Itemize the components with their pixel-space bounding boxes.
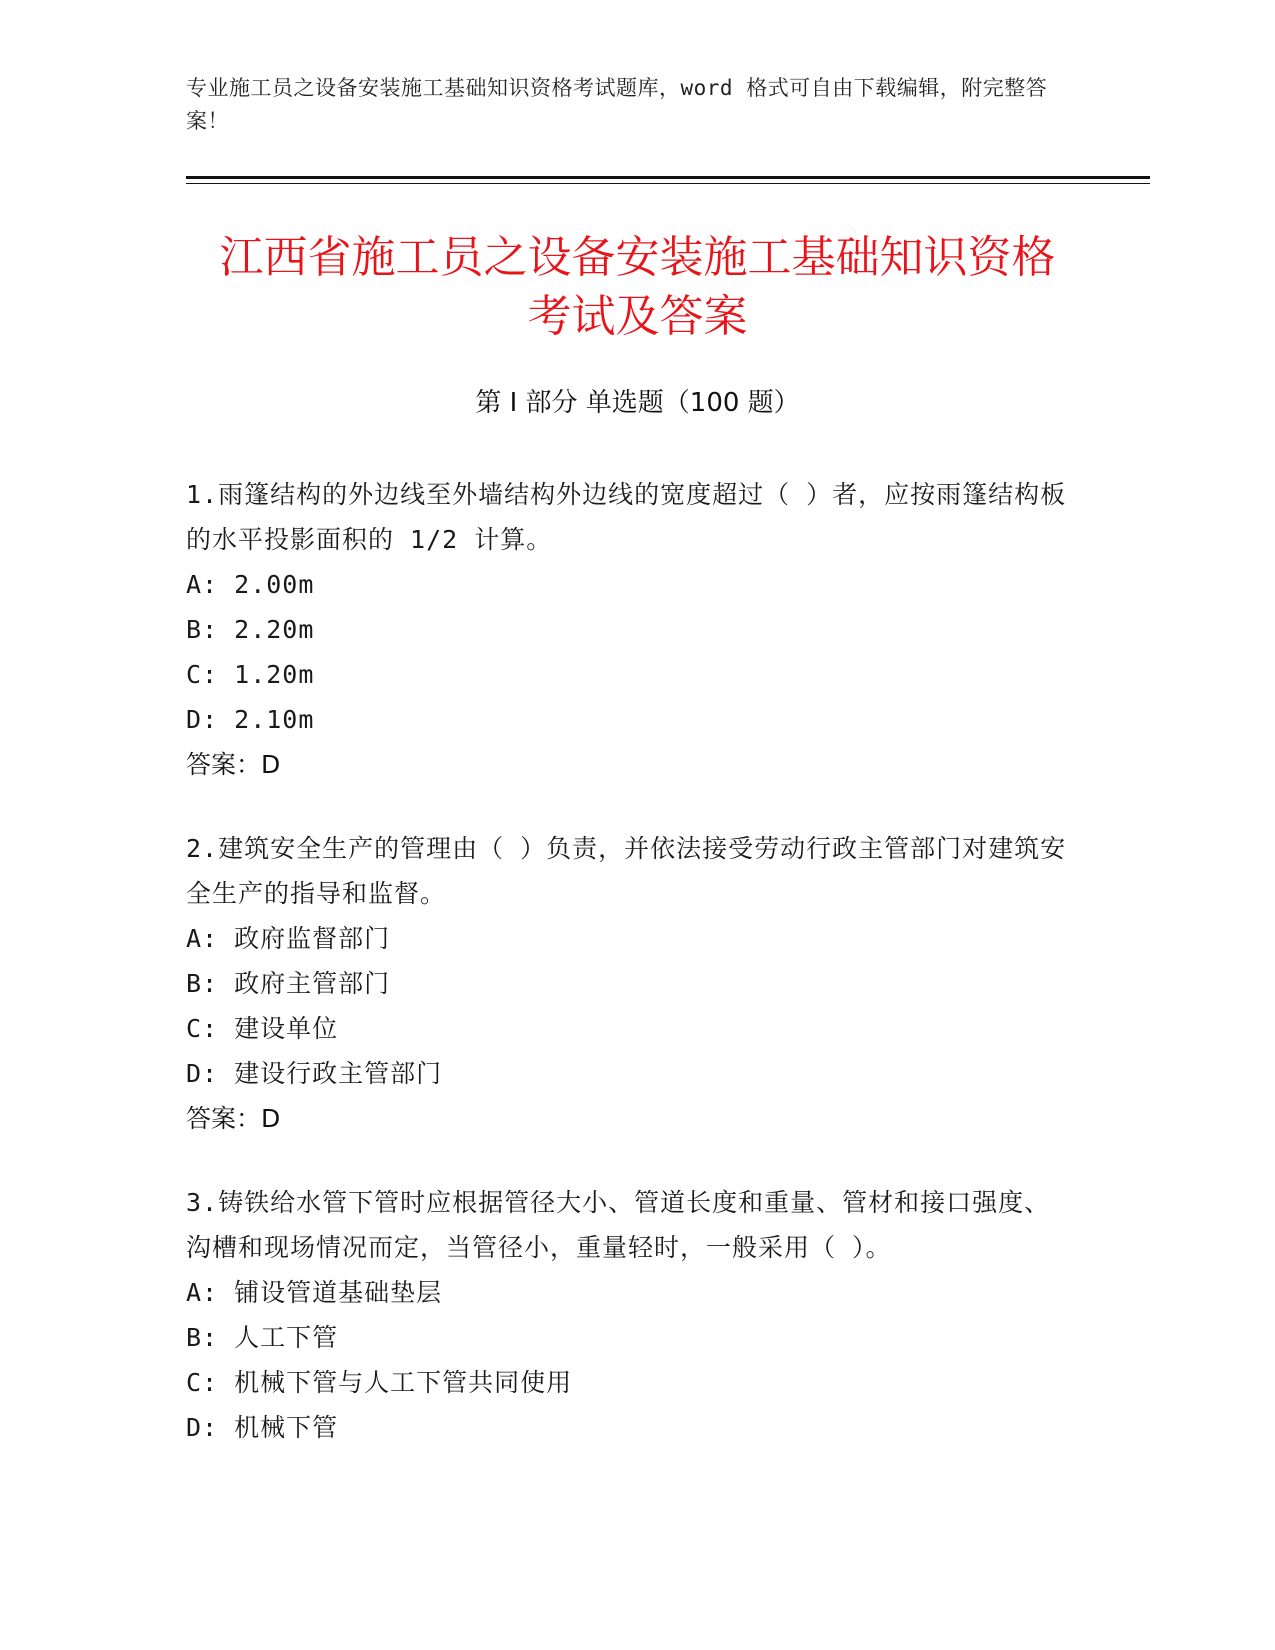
option-c: C: 1.20m: [186, 660, 315, 689]
question-stem: 2.建筑安全生产的管理由（ ）负责，并依法接受劳动行政主管部门对建筑安全生产的指导和监督。: [186, 834, 1067, 908]
option-a: A: 铺设管道基础垫层: [186, 1278, 443, 1307]
option-d: D: 机械下管: [186, 1413, 339, 1442]
document-title-line-1: 江西省施工员之设备安装施工基础知识资格: [219, 232, 1056, 283]
question-list: [186, 472, 1076, 1489]
header-divider-thin: [186, 183, 1150, 184]
option-d: D: 2.10m: [186, 705, 315, 734]
question-1: [186, 472, 1076, 787]
document-title: [150, 228, 1125, 346]
option-b: B: 2.20m: [186, 615, 315, 644]
option-a: A: 政府监督部门: [186, 924, 391, 953]
option-c: C: 机械下管与人工下管共同使用: [186, 1368, 573, 1397]
question-2: [186, 826, 1076, 1141]
question-stem: 3.铸铁给水管下管时应根据管径大小、管道长度和重量、管材和接口强度、沟槽和现场情况而定，当管径小，重量轻时，一般采用（ ）。: [186, 1188, 1051, 1262]
option-b: B: 人工下管: [186, 1323, 339, 1352]
option-b: B: 政府主管部门: [186, 969, 391, 998]
header-note: 专业施工员之设备安装施工基础知识资格考试题库，word 格式可自由下载编辑，附完整答案！: [186, 76, 1048, 133]
question-3: [186, 1180, 1076, 1450]
question-stem: 1.雨篷结构的外边线至外墙结构外边线的宽度超过（ ）者，应按雨篷结构板的水平投影面积的 1/2 计算。: [186, 480, 1067, 554]
header-divider-thick: [186, 176, 1150, 179]
document-title-line-2: 考试及答案: [527, 291, 748, 342]
answer-label: 答案：D: [186, 750, 281, 779]
section-heading: 第 I 部分 单选题（100 题）: [475, 388, 800, 418]
answer-label: 答案：D: [186, 1104, 281, 1133]
option-d: D: 建设行政主管部门: [186, 1059, 443, 1088]
option-a: A: 2.00m: [186, 570, 315, 599]
option-c: C: 建设单位: [186, 1014, 339, 1043]
